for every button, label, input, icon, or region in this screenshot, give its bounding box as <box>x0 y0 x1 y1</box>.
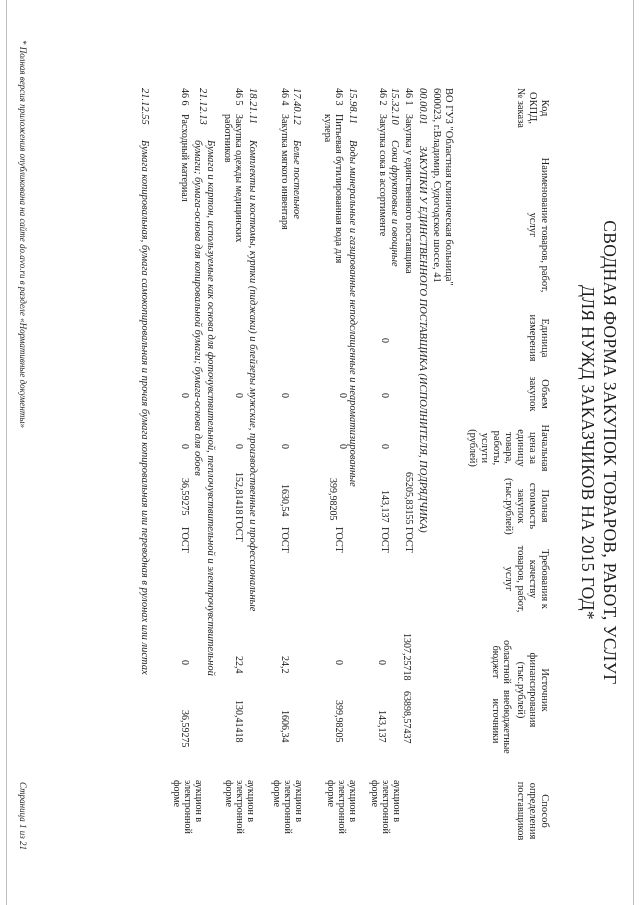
row5-vol: 0 <box>233 393 244 398</box>
group7-code: 21.12.55 <box>139 88 150 125</box>
header-price: Начальная цена за единицу товара, работы, услуги (рублей) <box>467 424 550 472</box>
row6-method: аукцион в электронной форме <box>171 780 204 834</box>
header-method: Способ определения поставщиков <box>515 781 550 841</box>
group2-title: Соки фруктовые и овощные <box>389 140 400 267</box>
document-title-line2: ДЛЯ НУЖД ЗАКАЗЧИКОВ НА 2015 ГОД* <box>578 285 598 620</box>
section-main-code: 00.00.01 <box>417 88 428 125</box>
row2-vol: 0 <box>379 393 390 398</box>
row3-extra: 399,98205 <box>333 700 344 743</box>
row5-extra: 130,41418 <box>233 700 244 743</box>
row3-name: Питьевая бутилированная вода для кулера <box>322 114 344 264</box>
header-requirements: Требования к качеству товаров, работ, услуг <box>503 545 550 613</box>
scan-edge-bottom <box>6 0 7 905</box>
header-total: Полная стоимость закупок (тыс.рублей) <box>503 478 550 535</box>
row3-price: 0 <box>337 444 348 449</box>
header-volume: Объем закупок <box>527 376 550 412</box>
row3-req: ГОСТ <box>333 527 344 553</box>
group4-code: 17.40.12 <box>291 88 302 125</box>
row2-name: Закупка сока в ассортименте <box>377 114 388 237</box>
row2-price: 0 <box>379 444 390 449</box>
header-fin-extra: внебюджетные источники <box>490 690 512 754</box>
row3-total: 399,98205 <box>327 478 338 521</box>
header-okpd: Код ОКПД, № заказа <box>515 88 550 128</box>
row6-price: 0 <box>179 444 190 449</box>
scan-edge-top <box>633 0 634 905</box>
row2-num: 46 2 <box>377 88 388 106</box>
row4-price: 0 <box>279 444 290 449</box>
group3-title: Воды минеральные и газированные неподслащенные и неароматизированные <box>347 140 358 487</box>
header-name: Наименование товаров, работ, услуг <box>527 157 550 293</box>
group6-title-line1: Бумага и картон, используемые как основа для фоточувствительной, теплочувствительной и электрочувствительной <box>205 140 216 676</box>
header-fin-budget: областной бюджет <box>490 640 512 684</box>
row1-total: 65205,83155 <box>403 472 414 525</box>
row2-budget: 0 <box>376 660 387 665</box>
row5-total: 152,81418 <box>233 472 244 515</box>
org-address: 600023, г.Владимир, Судогодское шоссе, 41 <box>431 88 442 283</box>
section-main-title: ЗАКУПКИ У ЕДИНСТВЕННОГО ПОСТАВЩИКА (ИСПОЛНИТЕЛЯ, ПОДРЯДЧИКА) <box>417 146 428 533</box>
row2-extra: 143,137 <box>376 710 387 743</box>
row6-extra: 36,59275 <box>179 710 190 748</box>
header-financing: Источник финансирования (тыс.рублей) <box>515 652 550 728</box>
row1-name: Закупка у единственного поставщика <box>403 114 414 274</box>
row4-vol: 0 <box>279 393 290 398</box>
row2-total: 143,137 <box>379 490 390 523</box>
group2-code: 15.32.10 <box>389 88 400 125</box>
group5-code: 18.21.11 <box>247 88 258 124</box>
group7-title: Бумага копировальная, бумага самокопировальная и прочая бумага копировальная или переводная в рулонах или листах <box>139 140 150 675</box>
row4-budget: 24,2 <box>279 656 290 674</box>
row3-budget: 0 <box>333 660 344 665</box>
header-unit: Единица измерения <box>527 314 550 362</box>
row5-budget: 22,4 <box>233 656 244 674</box>
document-title-line1: СВОДНАЯ ФОРМА ЗАКУПОК ТОВАРОВ, РАБОТ, УСЛУГ <box>600 220 620 685</box>
group6-code: 21.12.13 <box>197 88 208 125</box>
row4-extra: 1606,34 <box>279 710 290 743</box>
row2-method: аукцион в электронной форме <box>369 780 402 834</box>
row5-req: ГОСТ <box>233 516 244 542</box>
row3-method: аукцион в электронной форме <box>325 780 358 834</box>
row6-total: 36,59275 <box>179 478 190 516</box>
row3-num: 46 3 <box>333 88 344 106</box>
row5-num: 46 5 <box>233 88 244 106</box>
row6-vol: 0 <box>179 393 190 398</box>
row2-unit: 0 <box>379 338 390 343</box>
org-name: ВО ГУЗ "Областная клиническая больница" <box>443 88 454 286</box>
row1-extra: 63898,57437 <box>401 691 412 744</box>
group5-title: Комплекты и костюмы, куртки (пиджаки) и блейзеры мужские, производственные и профессиональные <box>247 140 258 612</box>
footer-note: * Полная версия приложения опубликована на сайте do.avo.ru в разделе «Нормативные документы» <box>18 40 28 428</box>
row6-budget: 0 <box>179 660 190 665</box>
row4-num: 46 4 <box>279 88 290 106</box>
row1-req: ГОСТ <box>403 527 414 553</box>
row5-price: 0 <box>233 444 244 449</box>
row6-num: 46 6 <box>179 88 190 106</box>
row6-req: ГОСТ <box>179 527 190 553</box>
row1-num: 46 1 <box>403 88 414 106</box>
row1-budget: 1307,25718 <box>401 633 412 681</box>
row5-method: аукцион в электронной форме <box>223 780 256 834</box>
row4-method: аукцион в электронной форме <box>271 780 304 834</box>
row4-req: ГОСТ <box>279 527 290 553</box>
row4-name: Закупка мягкого инвентаря <box>279 114 290 230</box>
row4-total: 1630,54 <box>279 484 290 517</box>
row6-name: Расходный материал <box>179 114 190 202</box>
row2-req: ГОСТ <box>379 527 390 553</box>
row5-name: Закупка одежды медицинских работников <box>222 114 244 243</box>
footer-page-number: Страница 1 из 21 <box>18 782 28 850</box>
group6-title-line2: бумаги; бумага-основа для копировальной бумаги; бумага-основа для обоев <box>192 140 203 476</box>
row3-vol: 0 <box>337 393 348 398</box>
group4-title: Белье постельное <box>291 140 302 219</box>
group3-code: 15.98.11 <box>347 88 358 124</box>
